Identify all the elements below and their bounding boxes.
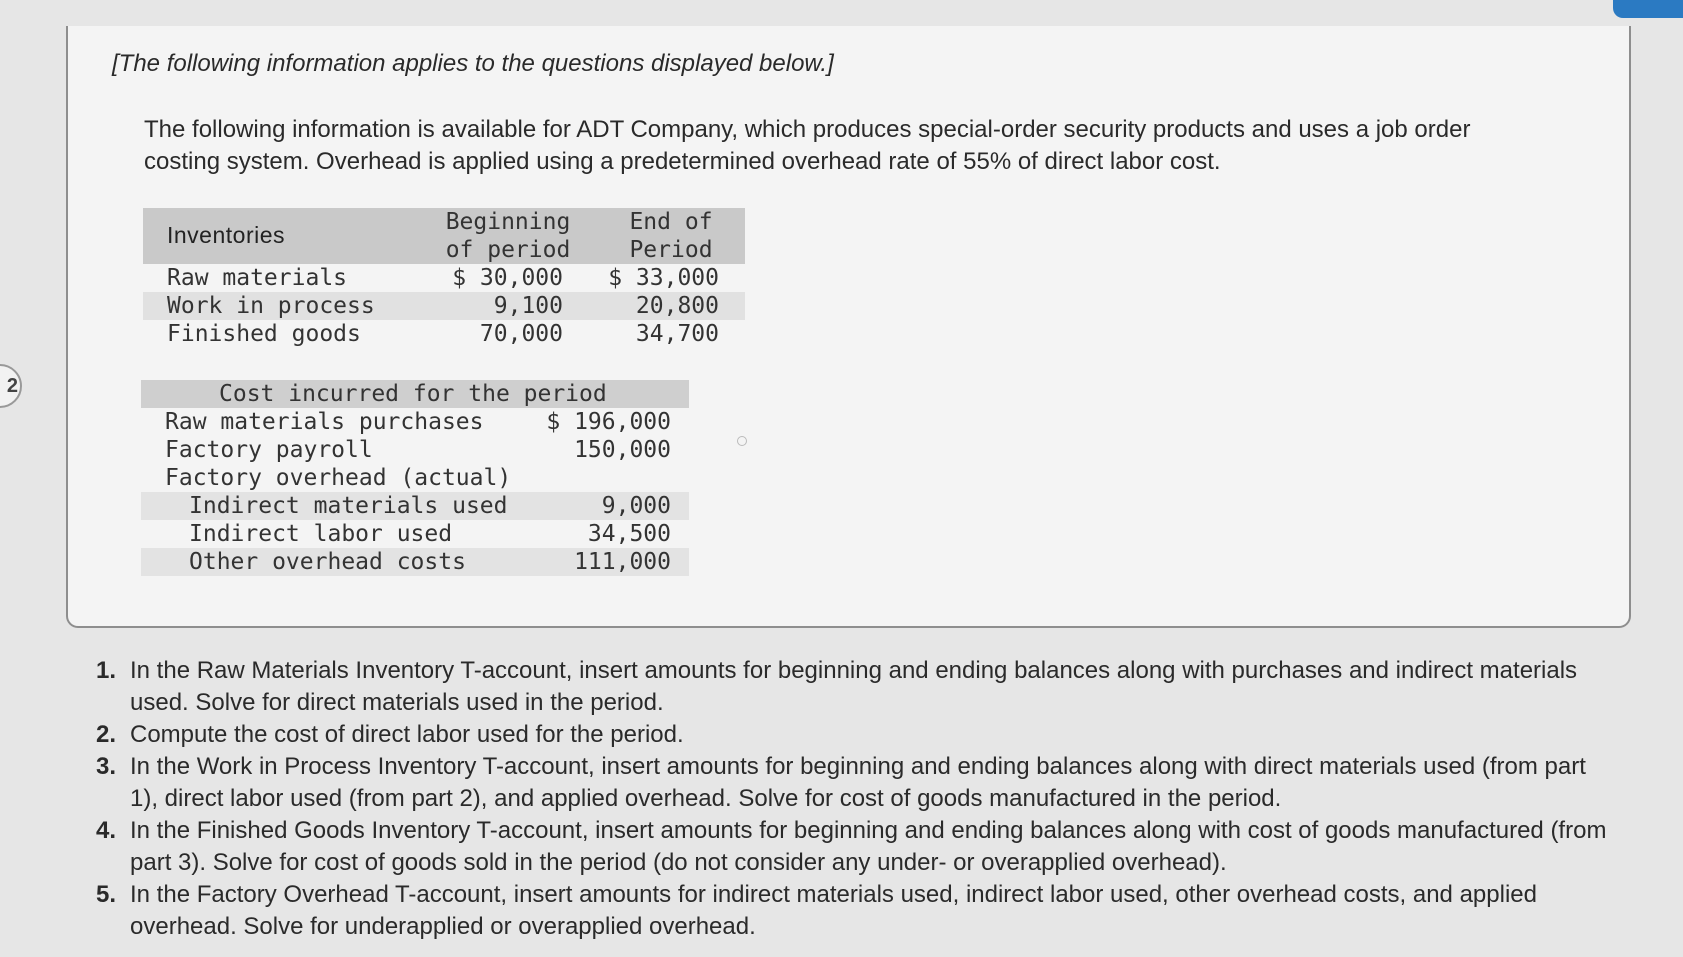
list-item	[88, 751, 1608, 815]
questions-list	[88, 655, 1608, 943]
list-item	[88, 815, 1608, 879]
cost-label: Indirect materials used	[189, 493, 508, 519]
question-number: 1.	[96, 657, 117, 684]
question-text: In the Raw Materials Inventory T-account, insert amounts for beginning and ending balances along with purchases and indirect materials used. Solve for direct materials used in the period.	[130, 657, 1578, 716]
question-number: 4.	[96, 817, 117, 844]
inventory-end-value: $ 33,000	[608, 265, 719, 291]
table-row	[143, 264, 745, 292]
question-number: 3.	[96, 753, 117, 780]
inventories-header-row	[143, 208, 745, 264]
inventory-begin-value: $ 30,000	[452, 265, 563, 291]
inventory-begin-value: 70,000	[479, 321, 563, 347]
cost-label: Indirect labor used	[189, 521, 453, 547]
beginning-header-line-1: Beginning	[445, 209, 571, 235]
list-item	[88, 719, 1608, 751]
cost-value: 111,000	[574, 549, 671, 575]
cost-label: Factory overhead (actual)	[165, 465, 512, 491]
end-header-line-2: Period	[629, 237, 713, 263]
end-of-period-header	[606, 208, 736, 264]
question-number: 2.	[96, 721, 117, 748]
cost-label: Other overhead costs	[189, 549, 466, 575]
cost-label: Factory payroll	[165, 437, 373, 463]
inventory-label: Finished goods	[167, 321, 361, 347]
table-row	[141, 520, 689, 548]
inventory-label: Work in process	[167, 293, 375, 319]
costs-header-label: Cost incurred for the period	[219, 381, 607, 407]
inventory-end-value: 34,700	[635, 321, 719, 347]
cost-value: 34,500	[587, 521, 671, 547]
table-row	[141, 464, 689, 492]
intro-note: [The following information applies to the questions displayed below.]	[112, 50, 834, 77]
question-number: 5.	[96, 881, 117, 908]
question-text: Compute the cost of direct labor used for the period.	[130, 721, 684, 748]
list-item	[88, 879, 1608, 943]
question-text: In the Factory Overhead T-account, insert amounts for indirect materials used, indirect labor used, other overhead costs, and applied overhead. Solve for underapplied or overapplied overhead.	[130, 881, 1537, 940]
inventory-begin-value: 9,100	[493, 293, 563, 319]
cost-value: 9,000	[601, 493, 671, 519]
beginning-header-line-2: of period	[445, 237, 571, 263]
intro-paragraph: The following information is available for ADT Company, which produces special-order security products and uses a job order costing system. Overhead is applied using a predetermined overhead rate of 55% of direct labor cost.	[144, 116, 1471, 175]
inventory-label: Raw materials	[167, 265, 348, 291]
costs-table	[141, 380, 689, 576]
list-item	[88, 655, 1608, 719]
question-text: In the Finished Goods Inventory T-account, insert amounts for beginning and ending balances along with cost of goods manufactured (from part 3). Solve for cost of goods sold in the period (do not consider any under- or overapplied overhead).	[130, 817, 1607, 876]
inventory-end-value: 20,800	[635, 293, 719, 319]
table-row	[141, 408, 689, 436]
question-text: In the Work in Process Inventory T-account, insert amounts for beginning and ending balances along with direct materials used (from part 1), direct labor used (from part 2), and applied overhead. Solve for cost of goods manufactured in the period.	[130, 753, 1586, 812]
end-header-line-1: End of	[629, 209, 713, 235]
inventories-header-label: Inventories	[167, 222, 286, 248]
beginning-of-period-header	[443, 208, 573, 264]
inventories-table	[143, 208, 745, 348]
table-row	[141, 436, 689, 464]
table-row	[143, 320, 745, 348]
question-number-badge[interactable]	[0, 364, 22, 408]
cost-label: Raw materials purchases	[165, 409, 484, 435]
cost-value: 150,000	[574, 437, 671, 463]
cost-value: $ 196,000	[546, 409, 671, 435]
top-right-button[interactable]	[1613, 0, 1683, 18]
costs-header-row	[141, 380, 689, 408]
question-number-label: 2	[6, 374, 18, 397]
cursor-dot-icon	[737, 436, 747, 446]
table-row	[141, 548, 689, 576]
table-row	[141, 492, 689, 520]
table-row	[143, 292, 745, 320]
